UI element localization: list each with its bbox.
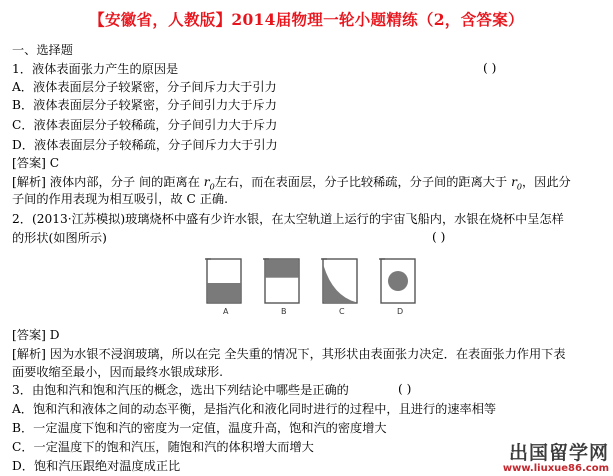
beaker-d — [379, 259, 415, 303]
beaker-c — [321, 259, 357, 303]
q1-analysis-part1: [解析] 液体内部，分子 间的距离在 — [12, 175, 204, 189]
watermark-logo-text: 出国留学网 — [508, 442, 609, 464]
site-watermark — [503, 438, 609, 474]
figure-label-a: A — [223, 307, 229, 316]
q2-answer-blank: ( ) — [432, 230, 446, 244]
q2-stem-line1: 2．(2013·江苏模拟)玻璃烧杯中盛有少许水银，在太空轨道上运行的宇宙飞船内，水银在烧杯中呈怎样 — [12, 212, 564, 226]
q1-analysis-part3: ，因此分 — [521, 175, 571, 189]
figure-label-b: B — [281, 307, 287, 316]
figure-label-c: C — [339, 307, 345, 316]
q1-option-c: C．液体表面层分子较稀疏，分子间引力大于斥力 — [12, 118, 278, 132]
q3-option-c: C．一定温度下的饱和汽压，随饱和汽的体积增大而增大 — [12, 440, 314, 454]
q2-analysis-line2: 面要收缩至最小，因而最终水银成球形. — [12, 365, 224, 379]
r0-symbol: r — [511, 175, 517, 189]
q1-analysis-part2: 左右，而在表面层，分子比较稀疏，分子间的距离大于 — [214, 175, 512, 189]
q2-stem-line2: 的形状(如图所示) — [12, 231, 107, 245]
q3-option-b: B．一定温度下饱和汽的密度为一定值，温度升高，饱和汽的密度增大 — [12, 421, 387, 435]
q1-option-b: B．液体表面层分子较紧密，分子间引力大于斥力 — [12, 98, 277, 112]
r0-subscript: 0 — [516, 182, 522, 192]
q1-option-a: A．液体表面层分子较紧密，分子间斥力大于引力 — [12, 80, 277, 94]
r0-subscript: 0 — [209, 182, 215, 192]
q3-stem: 3．由饱和汽和饱和汽压的概念，选出下列结论中哪些是正确的 — [12, 383, 349, 397]
mercury-beaker-figure — [205, 256, 425, 318]
watermark-url: www.liuxue86.com — [502, 463, 609, 474]
q1-option-d: D．液体表面层分子较稀疏，分子间斥力大于引力 — [12, 138, 278, 152]
figure-label-d: D — [397, 307, 404, 316]
beaker-a — [205, 259, 241, 303]
q3-option-a: A．饱和汽和液体之间的动态平衡，是指汽化和液化同时进行的过程中，且进行的速率相等 — [12, 402, 497, 416]
r0-symbol: r — [203, 175, 210, 189]
q2-answer: [答案] D — [12, 328, 60, 342]
section-heading: 一、选择题 — [12, 43, 73, 57]
q2-analysis-line1: [解析] 因为水银不浸润玻璃，所以在完 全失重的情况下，其形状由表面张力决定．在表面张力作用下表 — [12, 347, 566, 361]
beaker-b — [263, 259, 299, 303]
q3-answer-blank: ( ) — [398, 382, 412, 396]
document-title: 【安徽省，人教版】2014届物理一轮小题精练（2，含答案） — [89, 10, 524, 29]
q1-answer: [答案] C — [12, 156, 60, 170]
q3-option-d: D．饱和汽压跟绝对温度成正比 — [12, 459, 181, 473]
q1-answer-blank: ( ) — [483, 61, 497, 75]
q1-analysis-line2: 子间的作用表现为相互吸引，故 C 正确. — [12, 192, 228, 206]
q1-stem: 1．液体表面张力产生的原因是 — [12, 62, 179, 76]
